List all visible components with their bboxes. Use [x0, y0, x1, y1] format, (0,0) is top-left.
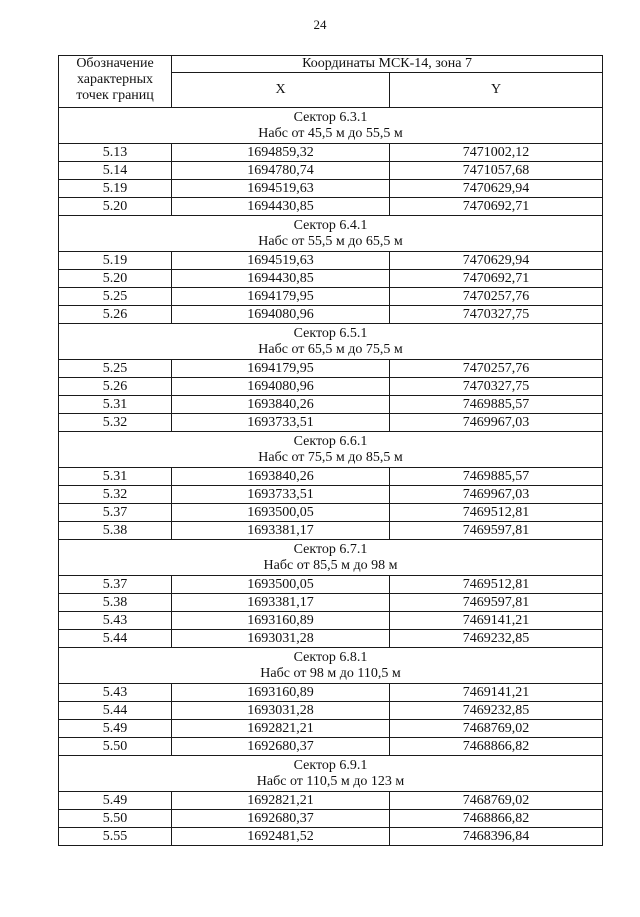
table-row [59, 162, 603, 180]
point-id-cell: 5.44 [59, 630, 172, 648]
table-row [59, 792, 603, 810]
x-coordinate-cell: 1693160,89 [172, 612, 390, 630]
point-id-cell: 5.26 [59, 306, 172, 324]
y-coordinate-cell: 7469885,57 [390, 468, 603, 486]
sector-header [59, 540, 603, 576]
x-coordinate-cell: 1693381,17 [172, 522, 390, 540]
sector-height-range: Набс от 65,5 м до 75,5 м [258, 341, 403, 357]
header-point-label: Обозначение характерных точек границ [59, 56, 172, 108]
sector-row [59, 108, 603, 144]
point-id-cell: 5.37 [59, 504, 172, 522]
page-number: 24 [313, 17, 327, 32]
sector-name: Сектор 6.3.1 [293, 109, 368, 125]
x-coordinate-cell: 1693500,05 [172, 576, 390, 594]
table-row [59, 288, 603, 306]
point-id-cell: 5.38 [59, 522, 172, 540]
x-coordinate-cell: 1693840,26 [172, 468, 390, 486]
sector-name: Сектор 6.5.1 [293, 325, 368, 341]
y-coordinate-cell: 7469141,21 [390, 612, 603, 630]
y-coordinate-cell: 7468769,02 [390, 720, 603, 738]
y-coordinate-cell: 7470257,76 [390, 288, 603, 306]
point-id-cell: 5.55 [59, 828, 172, 846]
x-coordinate-cell: 1694179,95 [172, 360, 390, 378]
y-coordinate-cell: 7468769,02 [390, 792, 603, 810]
sector-header [59, 216, 603, 252]
x-coordinate-cell: 1694080,96 [172, 306, 390, 324]
coordinates-table [58, 55, 603, 846]
point-id-cell: 5.32 [59, 414, 172, 432]
x-coordinate-cell: 1692680,37 [172, 738, 390, 756]
table-row [59, 198, 603, 216]
table-row [59, 738, 603, 756]
sector-height-range: Набс от 45,5 м до 55,5 м [258, 125, 403, 141]
sector-row [59, 540, 603, 576]
table-row [59, 360, 603, 378]
table-body [59, 108, 603, 846]
x-coordinate-cell: 1694780,74 [172, 162, 390, 180]
point-id-cell: 5.20 [59, 270, 172, 288]
table-row [59, 594, 603, 612]
x-coordinate-cell: 1693733,51 [172, 414, 390, 432]
table-row [59, 144, 603, 162]
table-row [59, 576, 603, 594]
point-id-cell: 5.25 [59, 288, 172, 306]
sector-height-range: Набс от 85,5 м до 98 м [263, 557, 398, 573]
point-id-cell: 5.20 [59, 198, 172, 216]
point-id-cell: 5.43 [59, 684, 172, 702]
sector-header [59, 756, 603, 792]
point-id-cell: 5.26 [59, 378, 172, 396]
y-coordinate-cell: 7469512,81 [390, 504, 603, 522]
x-coordinate-cell: 1694519,63 [172, 252, 390, 270]
x-coordinate-cell: 1694430,85 [172, 198, 390, 216]
y-coordinate-cell: 7469597,81 [390, 522, 603, 540]
sector-row [59, 648, 603, 684]
point-id-cell: 5.13 [59, 144, 172, 162]
x-coordinate-cell: 1692680,37 [172, 810, 390, 828]
table-row [59, 702, 603, 720]
sector-row [59, 756, 603, 792]
table-row [59, 414, 603, 432]
point-id-cell: 5.38 [59, 594, 172, 612]
table-row [59, 828, 603, 846]
table-row [59, 684, 603, 702]
point-id-cell: 5.25 [59, 360, 172, 378]
sector-name: Сектор 6.6.1 [293, 433, 368, 449]
point-id-cell: 5.31 [59, 396, 172, 414]
x-coordinate-cell: 1693500,05 [172, 504, 390, 522]
sector-height-range: Набс от 55,5 м до 65,5 м [258, 233, 403, 249]
y-coordinate-cell: 7470692,71 [390, 270, 603, 288]
point-id-cell: 5.31 [59, 468, 172, 486]
table-row [59, 810, 603, 828]
x-coordinate-cell: 1693160,89 [172, 684, 390, 702]
sector-name: Сектор 6.9.1 [293, 757, 368, 773]
x-coordinate-cell: 1694080,96 [172, 378, 390, 396]
y-coordinate-cell: 7469597,81 [390, 594, 603, 612]
table-row [59, 630, 603, 648]
sector-row [59, 324, 603, 360]
header-coordinates-title: Координаты МСК-14, зона 7 [172, 56, 603, 73]
table-row [59, 396, 603, 414]
sector-header [59, 432, 603, 468]
point-id-cell: 5.50 [59, 738, 172, 756]
table-row [59, 612, 603, 630]
y-coordinate-cell: 7468866,82 [390, 810, 603, 828]
point-id-cell: 5.14 [59, 162, 172, 180]
point-id-cell: 5.49 [59, 720, 172, 738]
header-y: Y [390, 73, 603, 108]
x-coordinate-cell: 1694519,63 [172, 180, 390, 198]
table-row [59, 378, 603, 396]
table-row [59, 486, 603, 504]
x-coordinate-cell: 1692821,21 [172, 720, 390, 738]
sector-height-range: Набс от 110,5 м до 123 м [256, 773, 405, 789]
sector-name: Сектор 6.8.1 [293, 649, 368, 665]
sector-name: Сектор 6.7.1 [293, 541, 368, 557]
point-id-cell: 5.50 [59, 810, 172, 828]
x-coordinate-cell: 1694859,32 [172, 144, 390, 162]
point-id-cell: 5.43 [59, 612, 172, 630]
point-id-cell: 5.19 [59, 252, 172, 270]
x-coordinate-cell: 1694430,85 [172, 270, 390, 288]
y-coordinate-cell: 7470257,76 [390, 360, 603, 378]
y-coordinate-cell: 7469232,85 [390, 702, 603, 720]
sector-height-range: Набс от 75,5 м до 85,5 м [258, 449, 403, 465]
table-row [59, 180, 603, 198]
header-x: X [172, 73, 390, 108]
y-coordinate-cell: 7471057,68 [390, 162, 603, 180]
y-coordinate-cell: 7470629,94 [390, 180, 603, 198]
sector-name: Сектор 6.4.1 [293, 217, 368, 233]
sector-row [59, 216, 603, 252]
x-coordinate-cell: 1693381,17 [172, 594, 390, 612]
x-coordinate-cell: 1694179,95 [172, 288, 390, 306]
x-coordinate-cell: 1693840,26 [172, 396, 390, 414]
x-coordinate-cell: 1693031,28 [172, 630, 390, 648]
table-row [59, 252, 603, 270]
x-coordinate-cell: 1693733,51 [172, 486, 390, 504]
y-coordinate-cell: 7471002,12 [390, 144, 603, 162]
y-coordinate-cell: 7469885,57 [390, 396, 603, 414]
point-id-cell: 5.32 [59, 486, 172, 504]
sector-row [59, 432, 603, 468]
y-coordinate-cell: 7470629,94 [390, 252, 603, 270]
y-coordinate-cell: 7470692,71 [390, 198, 603, 216]
y-coordinate-cell: 7469967,03 [390, 486, 603, 504]
sector-height-range: Набс от 98 м до 110,5 м [260, 665, 401, 681]
sector-header [59, 648, 603, 684]
point-id-cell: 5.44 [59, 702, 172, 720]
table-row [59, 306, 603, 324]
sector-header [59, 108, 603, 144]
x-coordinate-cell: 1692821,21 [172, 792, 390, 810]
y-coordinate-cell: 7468866,82 [390, 738, 603, 756]
y-coordinate-cell: 7468396,84 [390, 828, 603, 846]
y-coordinate-cell: 7469967,03 [390, 414, 603, 432]
table-row [59, 504, 603, 522]
point-id-cell: 5.19 [59, 180, 172, 198]
table-row [59, 468, 603, 486]
table-row [59, 522, 603, 540]
y-coordinate-cell: 7470327,75 [390, 306, 603, 324]
x-coordinate-cell: 1692481,52 [172, 828, 390, 846]
y-coordinate-cell: 7469232,85 [390, 630, 603, 648]
point-id-cell: 5.49 [59, 792, 172, 810]
y-coordinate-cell: 7469512,81 [390, 576, 603, 594]
y-coordinate-cell: 7470327,75 [390, 378, 603, 396]
table-header [59, 56, 603, 108]
x-coordinate-cell: 1693031,28 [172, 702, 390, 720]
table-row [59, 720, 603, 738]
point-id-cell: 5.37 [59, 576, 172, 594]
y-coordinate-cell: 7469141,21 [390, 684, 603, 702]
table-row [59, 270, 603, 288]
sector-header [59, 324, 603, 360]
